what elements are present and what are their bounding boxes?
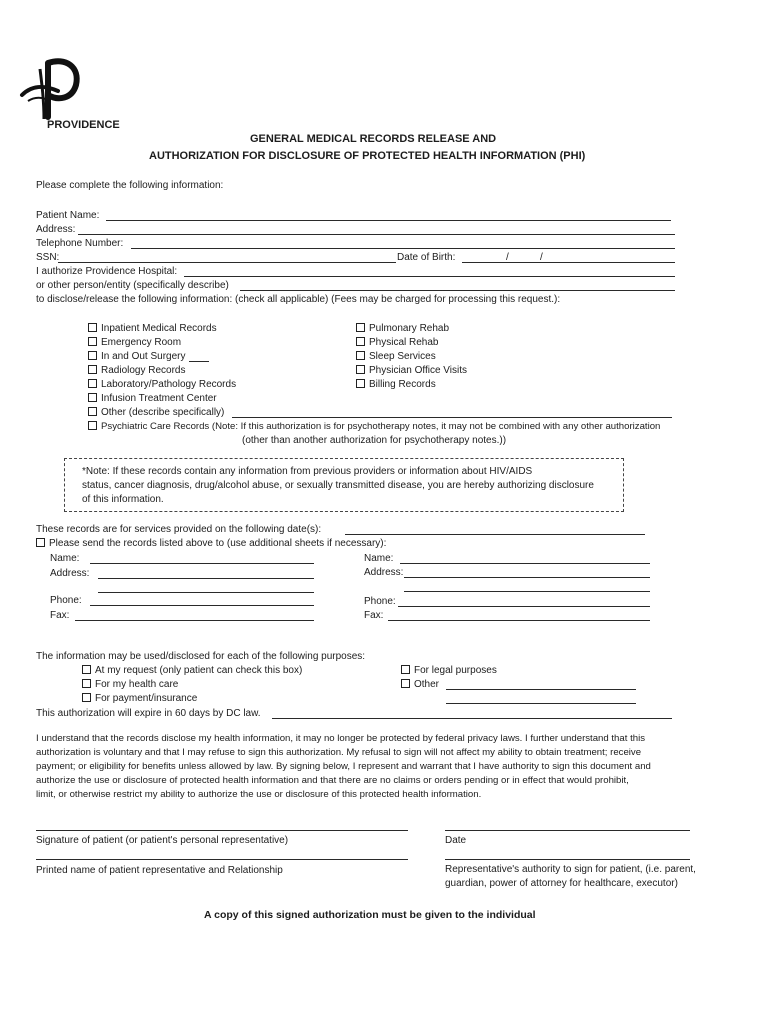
checkbox[interactable] [88, 407, 97, 416]
printed-name-label: Printed name of patient representative and Relationship [36, 865, 283, 876]
checkbox[interactable] [82, 679, 91, 688]
recipient2-name-field[interactable] [400, 563, 650, 564]
checkbox[interactable] [356, 337, 365, 346]
patient-name-field[interactable] [106, 220, 671, 221]
checkbox[interactable] [82, 693, 91, 702]
purpose-label: For my health care [95, 679, 179, 690]
telephone-field[interactable] [131, 248, 675, 249]
checkbox[interactable] [356, 365, 365, 374]
record-option-surgery[interactable] [88, 351, 186, 363]
authorize-label: I authorize Providence Hospital: [36, 266, 178, 277]
record-option-label: Infusion Treatment Center [101, 393, 217, 404]
rep-authority-label-1: Representative's authority to sign for patient, (i.e. parent, [445, 864, 696, 875]
purpose-label: For payment/insurance [95, 693, 198, 704]
checkbox[interactable] [88, 393, 97, 402]
footer-notice: A copy of this signed authorization must be given to the individual [204, 909, 536, 921]
authorize-field[interactable] [184, 276, 675, 277]
recipient2-name-label: Name: [364, 553, 394, 564]
recipient1-name-label: Name: [50, 553, 80, 564]
checkbox[interactable] [356, 379, 365, 388]
record-option-pulmonary[interactable] [356, 323, 449, 335]
checkbox[interactable] [88, 323, 97, 332]
disclose-text: to disclose/release the following information: (check all applicable) (Fees may be charged for processing this request.): [36, 294, 561, 305]
intro-text: Please complete the following information: [36, 180, 224, 191]
purpose-label: For legal purposes [414, 665, 497, 676]
note-line2: status, cancer diagnosis, drug/alcohol abuse, or sexually transmitted disease, you are hereby authorizing disclosure [82, 480, 594, 491]
purpose-label: At my request (only patient can check this box) [95, 665, 303, 676]
record-option-emergency[interactable] [88, 337, 181, 349]
patient-signature-label: Signature of patient (or patient's personal representative) [36, 835, 289, 846]
record-option-radiology[interactable] [88, 365, 186, 377]
services-dates-field[interactable] [345, 534, 645, 535]
expire-text: This authorization will expire in 60 days by DC law. [36, 708, 261, 719]
record-option-infusion[interactable] [88, 393, 217, 405]
purpose-at-my-request[interactable] [82, 665, 302, 677]
recipient1-address-label: Address: [50, 568, 90, 579]
statement-line5: limit, or otherwise restrict my ability to authorize the use or disclosure of this protected health information. [36, 789, 482, 800]
record-option-other[interactable] [88, 407, 224, 419]
date-field[interactable] [445, 830, 690, 831]
record-option-inpatient[interactable] [88, 323, 217, 335]
record-option-label: Sleep Services [369, 351, 436, 362]
purpose-legal[interactable] [401, 665, 497, 677]
expire-field[interactable] [272, 718, 672, 719]
other-describe-field[interactable] [232, 417, 672, 418]
recipient1-address-field-2[interactable] [98, 592, 314, 593]
statement-line2: authorization is voluntary and that I may refuse to sign this authorization. My refusal to sign will not affect my ability to obtain treatment; receive [36, 747, 642, 758]
other-person-label: or other person/entity (specifically describe) [36, 280, 229, 291]
recipient2-phone-field[interactable] [398, 606, 650, 607]
purpose-other[interactable] [401, 679, 439, 691]
purpose-other-field[interactable] [446, 689, 636, 690]
telephone-label: Telephone Number: [36, 238, 124, 249]
recipient2-phone-label: Phone: [364, 596, 396, 607]
record-option-label: Radiology Records [101, 365, 186, 376]
checkbox[interactable] [88, 379, 97, 388]
record-option-label: Billing Records [369, 379, 436, 390]
checkbox[interactable] [82, 665, 91, 674]
statement-line3: payment; or eligibility for benefits unless allowed by law. By signing below, I represent and warrant that I have authority to sign this document and [36, 761, 651, 772]
recipient2-address-label: Address: [364, 567, 404, 578]
psych-note-line2: (other than another authorization for psychotherapy notes.)) [242, 435, 507, 446]
purpose-health-care[interactable] [82, 679, 178, 691]
other-person-field[interactable] [240, 290, 675, 291]
purpose-label: Other [414, 679, 440, 690]
checkbox[interactable] [356, 323, 365, 332]
recipient2-address-field[interactable] [404, 577, 650, 578]
purposes-intro: The information may be used/disclosed for each of the following purposes: [36, 651, 366, 662]
recipient2-fax-label: Fax: [364, 610, 384, 621]
recipient2-address-field-2[interactable] [404, 591, 650, 592]
record-option-label: Physical Rehab [369, 337, 439, 348]
rep-authority-field[interactable] [445, 859, 690, 860]
dob-field[interactable] [462, 262, 675, 263]
printed-name-field[interactable] [36, 859, 408, 860]
recipient1-phone-label: Phone: [50, 595, 82, 606]
record-option-psychiatric[interactable] [88, 421, 660, 433]
statement-line1: I understand that the records disclose my health information, it may no longer be protected by federal privacy laws. I further understand that this [36, 733, 645, 744]
record-option-label: Physician Office Visits [369, 365, 468, 376]
services-dates-label: These records are for services provided on the following date(s): [36, 524, 322, 535]
recipient1-fax-field[interactable] [75, 620, 314, 621]
record-option-sleep[interactable] [356, 351, 436, 363]
record-option-physical[interactable] [356, 337, 438, 349]
date-label: Date [445, 835, 467, 846]
surgery-underline [189, 361, 209, 362]
recipient1-address-field[interactable] [98, 578, 314, 579]
purpose-payment[interactable] [82, 693, 197, 705]
checkbox[interactable] [88, 337, 97, 346]
dob-separator-1: / [506, 252, 509, 263]
patient-signature-field[interactable] [36, 830, 408, 831]
form-title-line2: AUTHORIZATION FOR DISCLOSURE OF PROTECTED HEALTH INFORMATION (PHI) [149, 150, 586, 162]
address-label: Address: [36, 224, 76, 235]
record-option-label: Emergency Room [101, 337, 182, 348]
recipient1-fax-label: Fax: [50, 610, 70, 621]
statement-line4: authorize the use or disclosure of protected health information and that there are no claims or orders pending or in effect that would prohibit, [36, 775, 629, 786]
checkbox[interactable] [88, 351, 97, 360]
dob-separator-2: / [540, 252, 543, 263]
purpose-other-field-2[interactable] [446, 703, 636, 704]
form-title-line1: GENERAL MEDICAL RECORDS RELEASE AND [250, 133, 497, 145]
checkbox[interactable] [401, 665, 410, 674]
rep-authority-label-2: guardian, power of attorney for healthcare, executor) [445, 878, 678, 889]
recipient1-phone-field[interactable] [90, 605, 314, 606]
org-name: PROVIDENCE [47, 119, 120, 131]
providence-logo-icon [18, 55, 82, 125]
record-option-label: Other (describe specifically) [101, 407, 225, 418]
record-option-billing[interactable] [356, 379, 436, 391]
note-line3: of this information. [82, 494, 164, 505]
record-option-label: Pulmonary Rehab [369, 323, 450, 334]
record-option-label: Laboratory/Pathology Records [101, 379, 237, 390]
checkbox[interactable] [356, 351, 365, 360]
note-line1: *Note: If these records contain any information from previous providers or information about HIV/AIDS [82, 466, 533, 477]
psych-note-line1: Psychiatric Care Records (Note: If this authorization is for psychotherapy notes, it may not be combined with any other authorization [101, 421, 661, 432]
send-records-label: Please send the records listed above to (use additional sheets if necessary): [49, 538, 387, 549]
checkbox[interactable] [401, 679, 410, 688]
record-option-physician[interactable] [356, 365, 467, 377]
dob-label: Date of Birth: [397, 252, 456, 263]
send-records-option[interactable] [36, 538, 386, 550]
address-field[interactable] [78, 234, 675, 235]
record-option-label: In and Out Surgery [101, 351, 186, 362]
record-option-laboratory[interactable] [88, 379, 236, 391]
ssn-field[interactable] [58, 262, 396, 263]
recipient2-fax-field[interactable] [388, 620, 650, 621]
record-option-label: Inpatient Medical Records [101, 323, 217, 334]
checkbox[interactable] [36, 538, 45, 547]
checkbox[interactable] [88, 421, 97, 430]
patient-name-label: Patient Name: [36, 210, 100, 221]
recipient1-name-field[interactable] [90, 563, 314, 564]
ssn-label: SSN: [36, 252, 60, 263]
checkbox[interactable] [88, 365, 97, 374]
